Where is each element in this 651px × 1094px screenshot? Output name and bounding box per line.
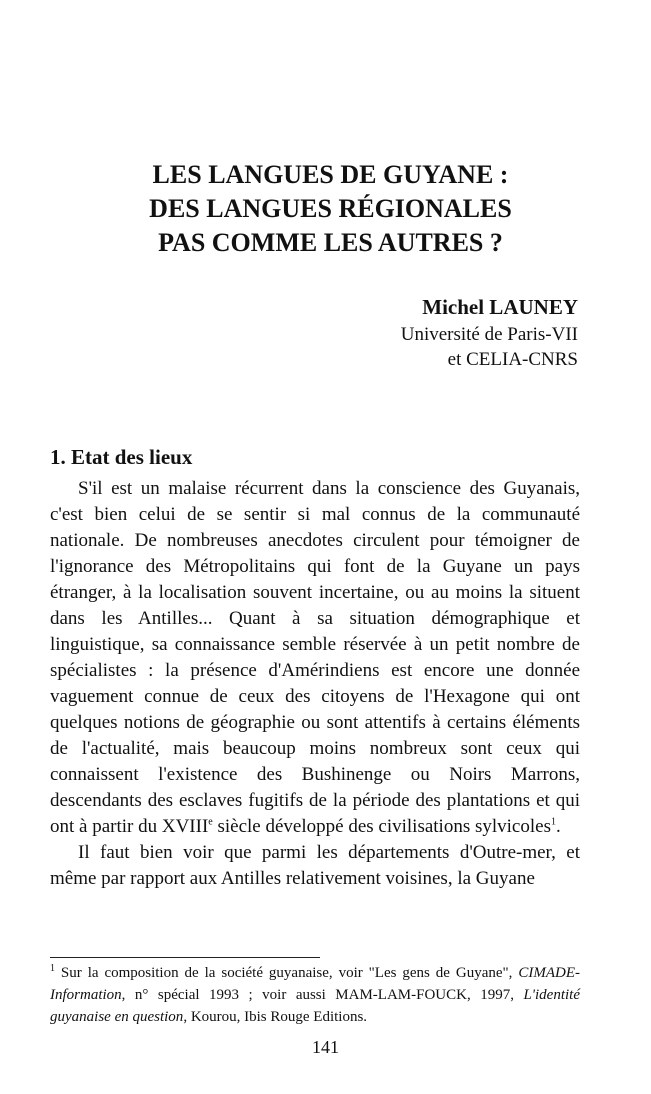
footnote: [50, 962, 580, 1028]
footnote-book-title: L'identité guyanaise en question: [50, 987, 580, 1025]
century-superscript: e: [208, 816, 213, 828]
section-heading: 1. Etat des lieux: [50, 445, 193, 469]
footnote-text-c: , Kourou, Ibis Rouge Editions.: [183, 1009, 368, 1025]
author-affiliation-1: Université de Paris-VII: [400, 324, 578, 345]
footnote-text-a: Sur la composition de la société guyanaise, voir "Les gens de Guyane",: [55, 965, 519, 981]
paragraph-1-text: S'il est un malaise récurrent dans la conscience des Guyanais, c'est bien celui de se sentir si mal connus de la communauté nationale. De nombreuses anecdotes circulent pour témoigner de l'ignorance des Métropolitains qui font de la Guyane un pays étranger, à la localisation souvent incertaine, ou au moins la situent dans les Antilles... Quant à sa situation démographique et linguistique, sa connaissance semble réservée à un petit nombre de spécialistes : la présence d'Amérindiens est encore une donnée vaguement connue de ceux des citoyens de l'Hexagone qui ont quelques notions de géographie ou sont attentifs à certains éléments de l'actualité, mais beaucoup moins nombreux sont ceux qui connaissent l'existence des Bushinenge ou Noirs Marrons, descendants des esclaves fugitifs de la période des plantations et qui ont à partir du XVIII: [50, 478, 580, 837]
paragraph-2: Il faut bien voir que parmi les départements d'Outre-mer, et même par rapport aux Antilles relativement voisines, la Guyane: [50, 842, 580, 889]
footnote-text-b: , n° spécial 1993 ; voir aussi MAM-LAM-FOUCK, 1997,: [121, 987, 524, 1003]
title-line-3: PAS COMME LES AUTRES ?: [158, 228, 503, 257]
author-affiliation-2: et CELIA-CNRS: [447, 349, 578, 370]
footnote-reference: 1: [550, 816, 556, 828]
body-text: [50, 476, 580, 892]
paragraph-1-end: siècle développé des civilisations sylvicoles: [212, 816, 551, 837]
paragraph-1-tail: .: [555, 816, 561, 837]
article-title: [0, 158, 651, 260]
footnote-number: 1: [50, 963, 55, 974]
footnote-divider: [50, 957, 320, 958]
author-block: [401, 292, 578, 372]
author-name: Michel LAUNEY: [422, 295, 578, 319]
paragraph-1: [50, 476, 580, 840]
footnote-source-title: CIMADE-Information: [50, 965, 580, 1003]
title-line-1: LES LANGUES DE GUYANE :: [152, 160, 509, 189]
page-number: 141: [312, 1037, 339, 1057]
title-line-2: DES LANGUES RÉGIONALES: [149, 194, 512, 223]
